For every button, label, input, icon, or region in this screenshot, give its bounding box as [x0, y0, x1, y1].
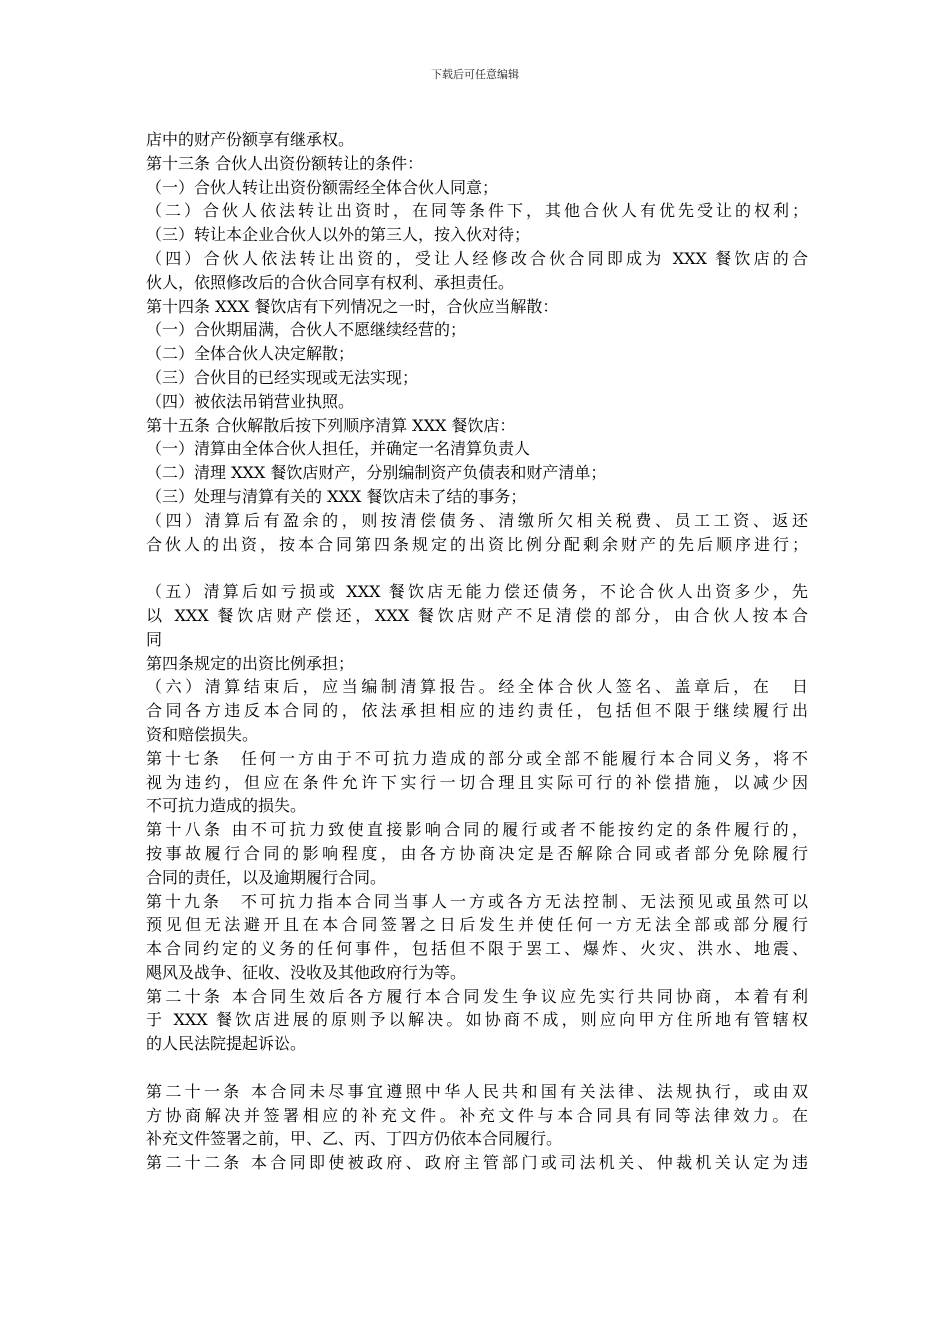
- text-line: 的人民法院提起诉讼。: [146, 1034, 307, 1054]
- text-line: 第二十一条 本合同未尽事宜遵照中华人民共和国有关法律、法规执行，或由双: [146, 1081, 808, 1101]
- text-line: 于 XXX 餐饮店进展的原则予以解决。如协商不成，则应向甲方住所地有管辖权: [146, 1010, 808, 1030]
- text-line: 第十九条 不可抗力指本合同当事人一方或各方无法控制、无法预见或虽然可以: [146, 891, 808, 911]
- text-line: 飓风及战争、征收、没收及其他政府行为等。: [146, 962, 467, 982]
- text-line: 第十四条 XXX 餐饮店有下列情况之一时，合伙应当解散：: [146, 296, 559, 316]
- text-line: 店中的财产份额享有继承权。: [146, 130, 355, 149]
- text-line: 合伙人的出资，按本合同第四条规定的出资比例分配剩余财产的先后顺序进行；: [146, 534, 808, 554]
- document-body: [146, 128, 808, 1175]
- text-line: 合同的责任，以及逾期履行合同。: [146, 867, 387, 887]
- text-line: （三）合伙目的已经实现或无法实现；: [146, 367, 419, 387]
- text-line: 补充文件签署之前，甲、乙、丙、丁四方仍依本合同履行。: [146, 1129, 563, 1149]
- text-line: 合同各方违反本合同的，依法承担相应的违约责任，包括但不限于继续履行出: [146, 701, 808, 721]
- text-line: 伙人，依照修改后的合伙合同享有权利、承担责任。: [146, 272, 515, 292]
- text-line: （六）清算结束后，应当编制清算报告。经全体合伙人签名、盖章后，在 日: [146, 677, 808, 697]
- text-line: 不可抗力造成的损失。: [146, 796, 307, 816]
- text-line: （一）合伙期届满，合伙人不愿继续经营的；: [146, 320, 467, 340]
- text-line: 方协商解决并签署相应的补充文件。补充文件与本合同具有同等法律效力。在: [146, 1105, 808, 1125]
- text-line: （二）合伙人依法转让出资时，在同等条件下，其他合伙人有优先受让的权利；: [146, 201, 808, 221]
- text-line: 本合同约定的义务的任何事件，包括但不限于罢工、爆炸、火灾、洪水、地震、: [146, 939, 808, 959]
- text-line: （四）合伙人依法转让出资的，受让人经修改合伙合同即成为 XXX 餐饮店的合: [146, 248, 808, 268]
- text-line: 第十五条 合伙解散后按下列顺序清算 XXX 餐饮店：: [146, 415, 516, 435]
- blank-line: [146, 556, 808, 580]
- text-line: （四）被依法吊销营业执照。: [146, 391, 355, 411]
- text-line: 第十八条 由不可抗力致使直接影响合同的履行或者不能按约定的条件履行的，: [146, 820, 808, 840]
- text-line: 第十三条 合伙人出资份额转让的条件：: [146, 153, 424, 173]
- text-line: 第二十条 本合同生效后各方履行本合同发生争议应先实行共同协商，本着有利: [146, 986, 808, 1006]
- text-line: （四）清算后有盈余的，则按清偿债务、清缴所欠相关税费、员工工资、返还: [146, 510, 808, 530]
- text-line: （二）清理 XXX 餐饮店财产，分别编制资产负债表和财产清单；: [146, 463, 607, 483]
- text-line: （五）清算后如亏损或 XXX 餐饮店无能力偿还债务，不论合伙人出资多少，先: [146, 582, 808, 602]
- text-line: 同: [146, 629, 163, 649]
- text-line: 第十七条 任何一方由于不可抗力造成的部分或全部不能履行本合同义务，将不: [146, 748, 808, 768]
- text-line: 按事故履行合同的影响程度，由各方协商决定是否解除合同或者部分免除履行: [146, 843, 808, 863]
- text-line: （三）处理与清算有关的 XXX 餐饮店未了结的事务；: [146, 486, 527, 506]
- text-line: （一）清算由全体合伙人担任，并确定一名清算负责人: [146, 439, 531, 459]
- text-line: 第二十二条 本合同即使被政府、政府主管部门或司法机关、仲裁机关认定为违: [146, 1153, 808, 1173]
- page-header: 下载后可任意编辑: [431, 68, 519, 81]
- text-line: 资和赔偿损失。: [146, 724, 259, 744]
- text-line: （三）转让本企业合伙人以外的第三人，按入伙对待；: [146, 225, 531, 245]
- text-line: 以 XXX 餐饮店财产偿还，XXX 餐饮店财产不足清偿的部分，由合伙人按本合: [146, 605, 808, 625]
- text-line: （二）全体合伙人决定解散；: [146, 344, 355, 364]
- blank-line: [146, 1056, 808, 1080]
- text-line: 视为违约，但应在条件允许下实行一切合理且实际可行的补偿措施，以减少因: [146, 772, 808, 792]
- text-line: （一）合伙人转让出资份额需经全体合伙人同意；: [146, 177, 499, 197]
- text-line: 第四条规定的出资比例承担；: [146, 653, 355, 673]
- text-line: 预见但无法避开且在本合同签署之日后发生并使任何一方无法全部或部分履行: [146, 915, 808, 935]
